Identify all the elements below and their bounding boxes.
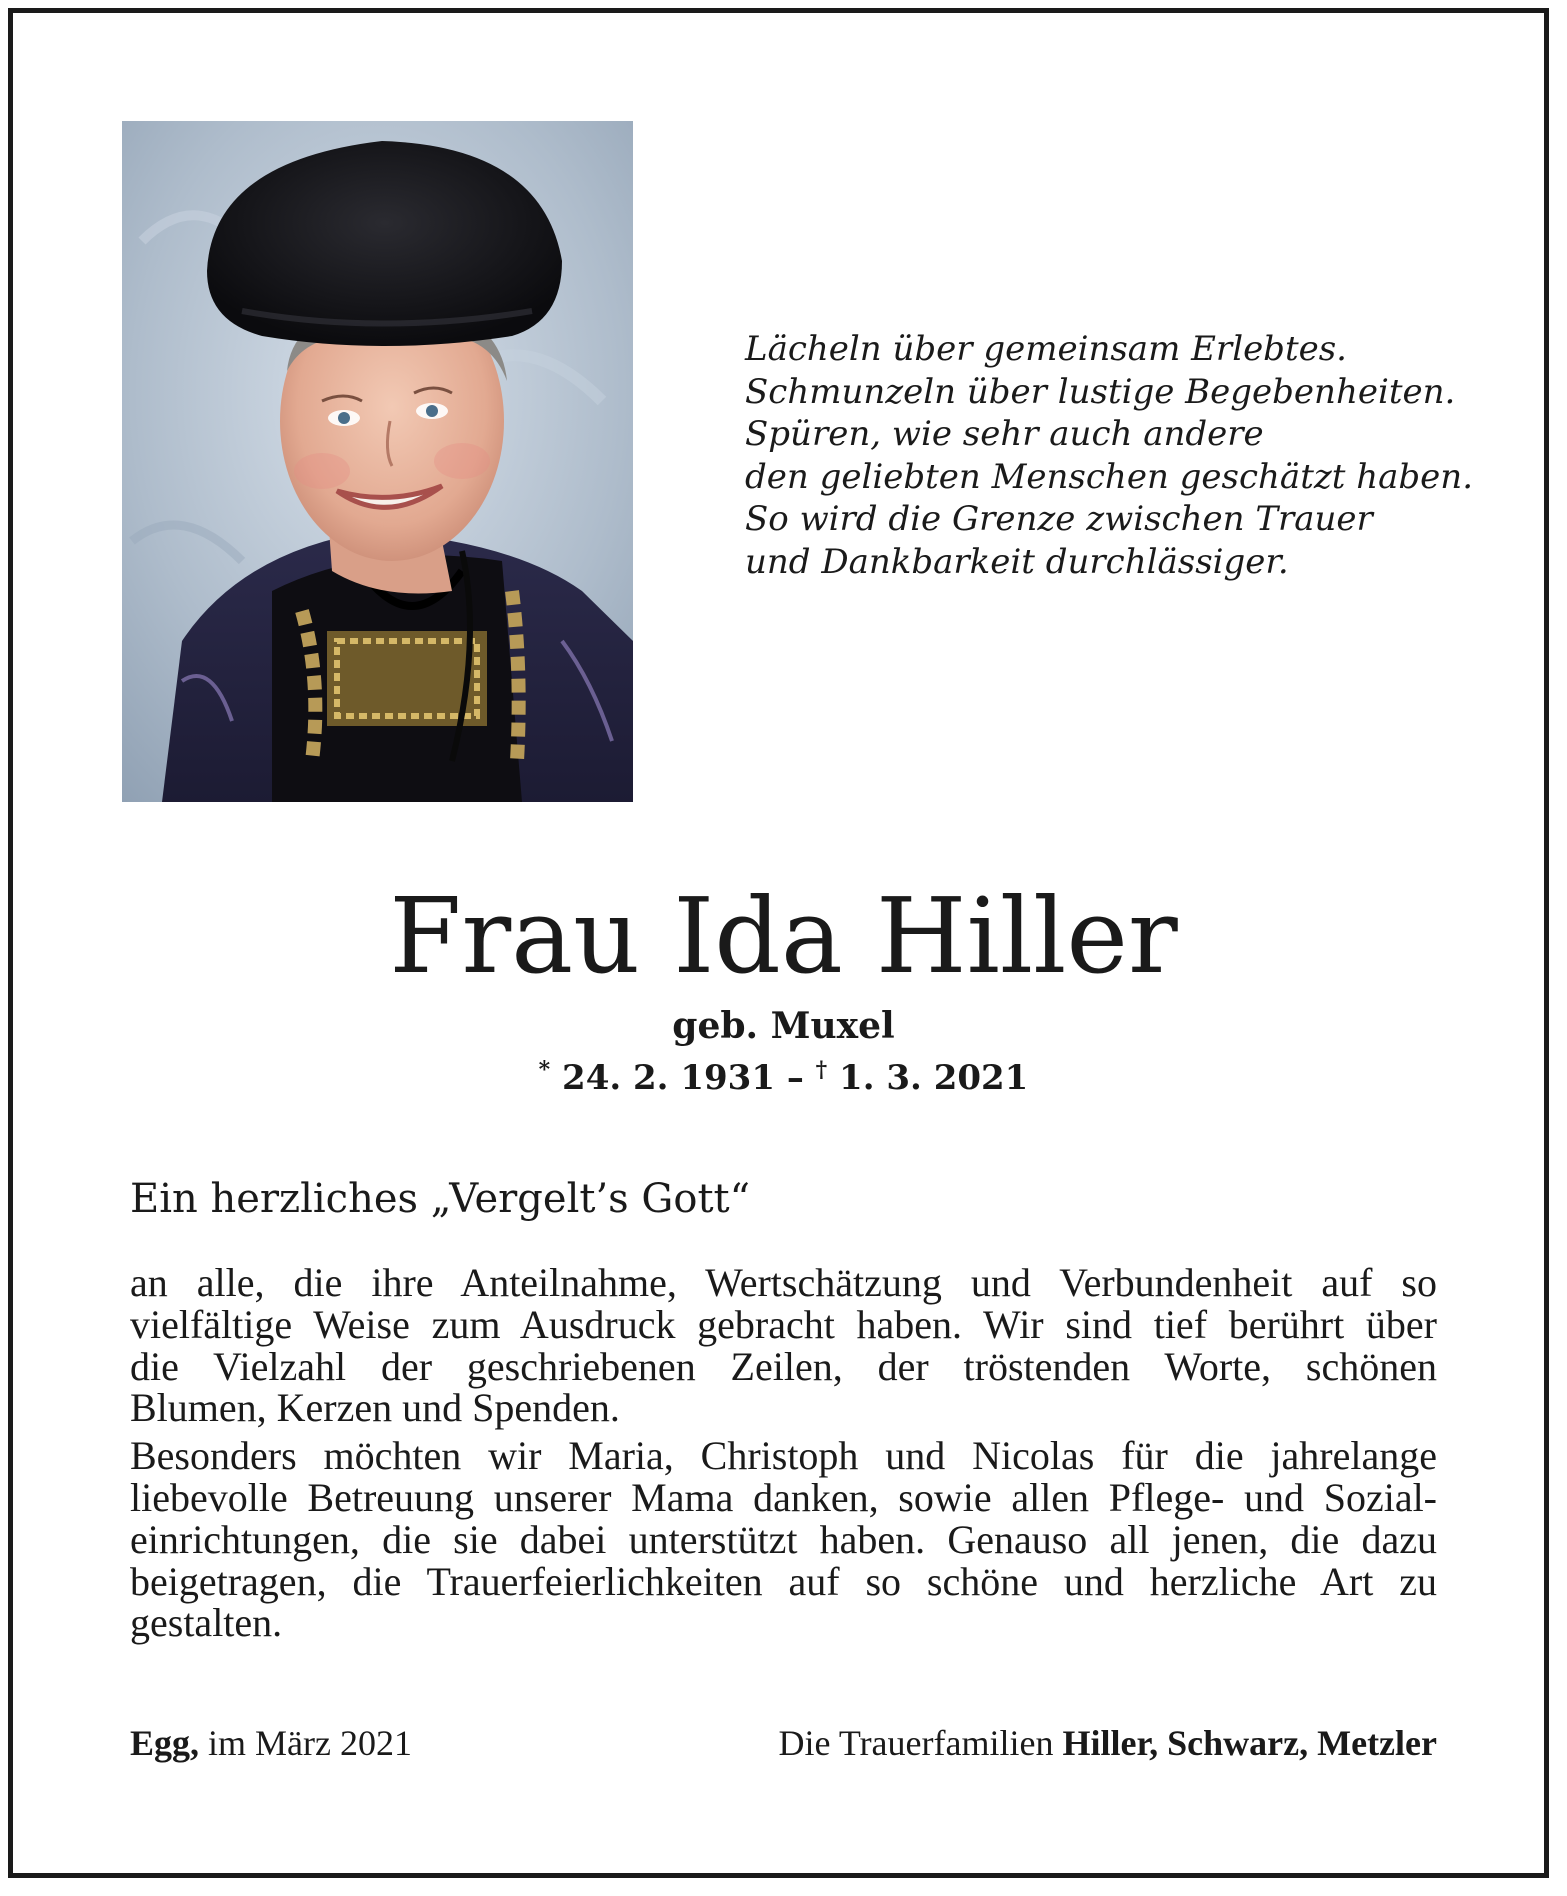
notice-date: im März 2021 — [208, 1723, 412, 1763]
text-line: Besonders möchten wir Maria, Christoph und Nicolas für die jahrelange — [130, 1433, 1437, 1479]
poem-line: und Dankbarkeit durchlässiger. — [745, 541, 1289, 582]
place-and-date — [130, 1720, 412, 1766]
date-dash: – — [786, 1058, 804, 1098]
mourning-families — [779, 1720, 1437, 1766]
poem-line: So wird die Grenze zwischen Trauer — [745, 499, 1373, 539]
portrait-photo — [122, 121, 633, 802]
thanks-paragraph-2 — [130, 1435, 1437, 1644]
death-date: 1. 3. 2021 — [839, 1058, 1029, 1098]
families-names: Hiller, Schwarz, Metzler — [1062, 1723, 1437, 1763]
text-line: beigetragen, die Trauerfeierlichkeiten auf so schöne und herzliche Art zu — [130, 1558, 1437, 1604]
text-line: einrichtungen, die sie dabei unterstützt haben. Genauso all jenen, die dazu — [130, 1516, 1437, 1562]
text-line: die Vielzahl der geschriebenen Zeilen, der tröstenden Worte, schönen — [130, 1343, 1437, 1389]
text-line: liebevolle Betreuung unserer Mama danken, sowie allen Pflege- und Sozial- — [130, 1474, 1437, 1520]
thanks-text — [130, 1262, 1437, 1650]
poem-line: den geliebten Menschen geschätzt haben. — [745, 456, 1473, 497]
families-prefix: Die Trauerfamilien — [778, 1723, 1054, 1763]
birth-date: 24. 2. 1931 — [562, 1058, 775, 1098]
birth-symbol: * — [538, 1057, 551, 1083]
text-line: an alle, die ihre Anteilnahme, Wertschätzung und Verbundenheit auf so — [130, 1260, 1437, 1305]
life-dates — [0, 1048, 1567, 1100]
thanks-heading: Ein herzliches „Vergelt’s Gott“ — [130, 1176, 751, 1222]
death-symbol: † — [815, 1057, 828, 1083]
thanks-paragraph-1 — [130, 1262, 1437, 1429]
poem-line: Spüren, wie sehr auch andere — [745, 414, 1264, 454]
poem-line: Lächeln über gemeinsam Erlebtes. — [745, 329, 1347, 369]
birth-name: geb. Muxel — [672, 1005, 895, 1047]
text-line: gestalten. — [130, 1600, 283, 1646]
poem-line: Schmunzeln über lustige Begebenheiten. — [745, 371, 1456, 412]
memorial-poem — [745, 328, 1473, 583]
text-line: vielfältige Weise zum Ausdruck gebracht haben. Wir sind tief berührt über — [130, 1301, 1437, 1347]
text-line: Blumen, Kerzen und Spenden. — [130, 1385, 620, 1431]
place-name: Egg, — [130, 1723, 200, 1763]
deceased-name: Frau Ida Hiller — [389, 875, 1178, 997]
